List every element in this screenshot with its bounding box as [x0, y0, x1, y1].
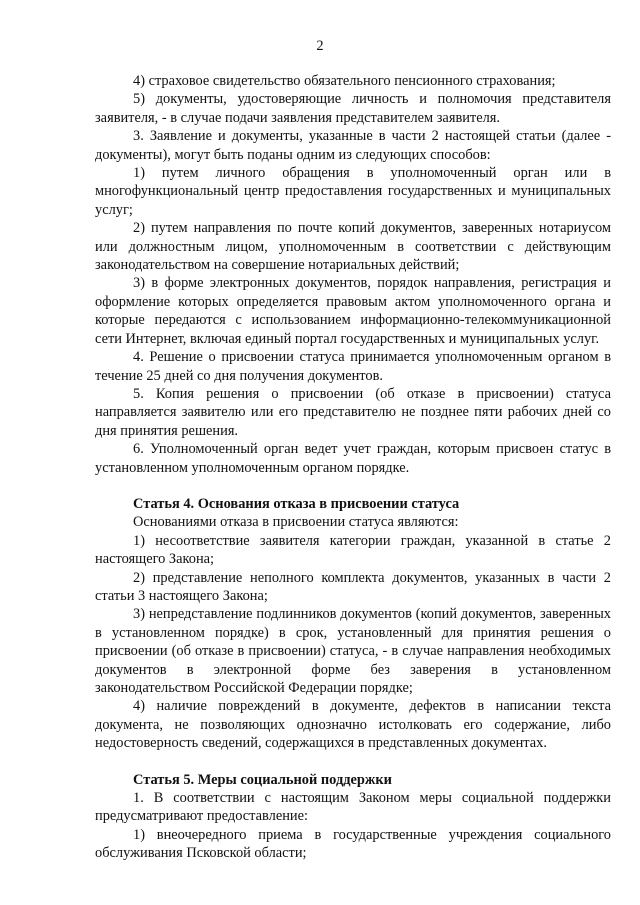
page-number: 2: [316, 38, 324, 54]
paragraph-electronic-submission: 3) в форме электронных документов, порядок направления, регистрация и оформление которых определяется правовым актом уполномоченного органа и которые передаются с использованием информационно-телекоммуникационной сети Интернет, включая единый портал государственных и муниципальных услуг.: [95, 275, 611, 347]
paragraph-personal-submission: 1) путем личного обращения в уполномоченный орган или в многофункциональный центр предоставления государственных и муниципальных услуг;: [95, 165, 611, 218]
section-gap: [95, 477, 611, 495]
article-4-heading: Статья 4. Основания отказа в присвоении статуса: [133, 495, 460, 512]
paragraph-representative-documents: 5) документы, удостоверяющие личность и полномочия представителя заявителя, - в случае подачи заявления представителем заявителя.: [95, 91, 611, 126]
paragraph-refusal-damage: 4) наличие повреждений в документе, дефектов в написании текста документа, не позволяющих однозначно истолковать его содержание, либо недостоверность сведений, содержащихся в представленных документах.: [95, 698, 611, 752]
paragraph-pension-certificate: 4) страховое свидетельство обязательного пенсионного страхования;: [133, 73, 556, 89]
section-gap: [95, 753, 611, 771]
paragraph-refusal-incomplete: 2) представление неполного комплекта документов, указанных в части 2 статьи 3 настоящего Закона;: [95, 569, 611, 604]
paragraph-registry: 6. Уполномоченный орган ведет учет граждан, которым присвоен статус в установленном уполномоченным органом порядке.: [95, 441, 611, 476]
paragraph-decision-copy: 5. Копия решения о присвоении (об отказе в присвоении) статуса направляется заявителю или его представителю не позднее пяти рабочих дней со дня принятия решения.: [95, 385, 611, 439]
paragraph-mail-submission: 2) путем направления по почте копий документов, заверенных нотариусом или должностным лицом, уполномоченным в соответствии с действующим законодательством на совершение нотариальных действий;: [95, 220, 611, 274]
paragraph-submission-methods: 3. Заявление и документы, указанные в части 2 настоящей статьи (далее - документы), могут быть поданы одним из следующих способов:: [95, 128, 611, 163]
paragraph-refusal-grounds-intro: Основаниями отказа в присвоении статуса являются:: [133, 514, 459, 531]
paragraph-priority-admission: 1) внеочередного приема в государственные учреждения социального обслуживания Псковской области;: [95, 826, 611, 862]
article-5-heading: Статья 5. Меры социальной поддержки: [133, 771, 392, 788]
document-body: [95, 72, 611, 863]
paragraph-refusal-originals: 3) непредставление подлинников документов (копий документов, заверенных в установленном порядке) в срок, установленный для принятия решения о присвоении (об отказе в присвоении) статуса, - в случае направления необходимых документов в электронной форме без заверения в установленном законодательством Российской Федерации порядке;: [95, 606, 611, 696]
paragraph-decision-term: 4. Решение о присвоении статуса принимается уполномоченным органом в течение 25 дней со дня получения документов.: [95, 349, 611, 384]
paragraph-refusal-category: 1) несоответствие заявителя категории граждан, указанной в статье 2 настоящего Закона;: [95, 532, 611, 568]
paragraph-support-measures: 1. В соответствии с настоящим Законом меры социальной поддержки предусматривают предоставление:: [95, 790, 611, 825]
